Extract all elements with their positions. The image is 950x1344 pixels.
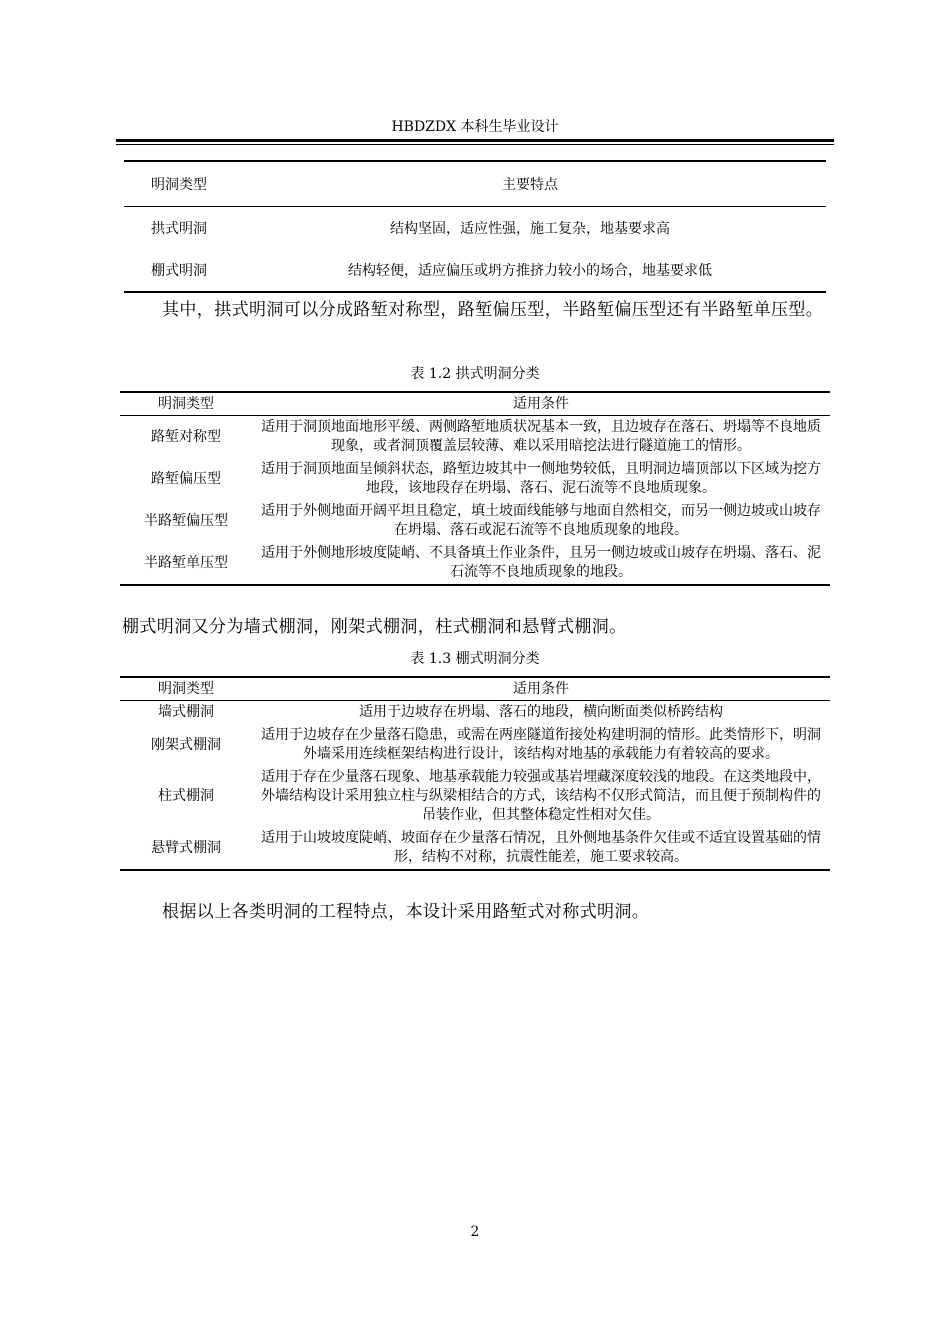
cell-type: 柱式棚洞 (158, 788, 214, 804)
cell-features: 结构轻便，适应偏压或坍方推挤力较小的场合，地基要求低 (348, 263, 712, 279)
table-header-row (124, 161, 826, 207)
column-header-conditions: 适用条件 (513, 681, 569, 697)
cell-type: 拱式明洞 (151, 221, 207, 237)
cell-conditions: 适用于边坡存在少量落石隐患，或需在两座隧道衔接处构建明洞的情形。此类情形下，明洞外墙采用连续框架结构进行设计，该结构对地基的承载能力有着较高的要求。 (261, 727, 821, 762)
cell-type: 路堑偏压型 (151, 470, 221, 487)
table-header-row (120, 392, 830, 416)
cell-conditions: 适用于边坡存在坍塌、落石的地段，横向断面类似桥跨结构 (359, 704, 723, 720)
column-header-conditions: 适用条件 (513, 396, 569, 412)
table-row (124, 207, 826, 250)
table-row (124, 249, 826, 292)
table-caption-arch: 表 1.2 拱式明洞分类 (410, 366, 540, 382)
table-header-row (120, 677, 830, 701)
cell-features: 结构坚固，适应性强，施工复杂，地基要求高 (390, 221, 670, 237)
table-row (120, 701, 830, 725)
table-row (120, 766, 830, 827)
cell-conditions: 适用于外侧地形坡度陡峭、不具备填土作业条件，且另一侧边坡或山坡存在坍塌、落石、泥石流等不良地质现象的地段。 (261, 545, 821, 580)
column-header-type: 明洞类型 (158, 681, 214, 697)
paragraph-arch-types: 其中，拱式明洞可以分成路堑对称型，路堑偏压型，半路堑偏压型还有半路堑单压型。 (162, 300, 824, 320)
cell-conditions: 适用于山坡坡度陡峭、坡面存在少量落石情况，且外侧地基条件欠佳或不适宜设置基础的情形，结构不对称，抗震性能差，施工要求较高。 (261, 830, 821, 865)
cell-type: 半路堑单压型 (144, 554, 228, 571)
cell-type: 墙式棚洞 (158, 704, 214, 720)
cell-type: 刚架式棚洞 (151, 736, 221, 753)
column-header-features: 主要特点 (502, 177, 558, 193)
table-shed-classification (120, 676, 830, 871)
table-caption-shed: 表 1.3 棚式明洞分类 (410, 651, 540, 667)
page-header: HBDZDX 本科生毕业设计 (391, 119, 559, 135)
table-row (120, 724, 830, 766)
column-header-type: 明洞类型 (158, 396, 214, 412)
table-row (120, 827, 830, 870)
table-row (120, 500, 830, 542)
cell-conditions: 适用于洞顶地面地形平缓、两侧路堑地质状况基本一致，且边坡存在落石、坍塌等不良地质现象，或者洞顶覆盖层较薄、难以采用暗挖法进行隧道施工的情形。 (261, 419, 821, 454)
paragraph-shed-types: 棚式明洞又分为墙式棚洞，刚架式棚洞，柱式棚洞和悬臂式棚洞。 (122, 617, 627, 637)
header-rule-thick (116, 139, 834, 142)
header-rule-thin (116, 144, 834, 145)
table-row (120, 458, 830, 500)
cell-type: 路堑对称型 (151, 428, 221, 445)
table-arch-vs-shed-features (124, 160, 826, 293)
cell-conditions: 适用于洞顶地面呈倾斜状态，路堑边坡其中一侧地势较低，且明洞边墙顶部以下区域为挖方地段，该地段存在坍塌、落石、泥石流等不良地质现象。 (261, 461, 821, 496)
cell-type: 棚式明洞 (151, 263, 207, 279)
table-row (120, 542, 830, 585)
cell-type: 悬臂式棚洞 (151, 839, 221, 856)
cell-type: 半路堑偏压型 (144, 512, 228, 529)
paragraph-conclusion: 根据以上各类明洞的工程特点，本设计采用路堑式对称式明洞。 (162, 902, 650, 922)
page-number: 2 (470, 1224, 480, 1240)
cell-conditions: 适用于外侧地面开阔平坦且稳定，填土坡面线能够与地面自然相交，而另一侧边坡或山坡存在坍塌、落石或泥石流等不良地质现象的地段。 (261, 503, 821, 538)
table-row (120, 416, 830, 459)
cell-conditions: 适用于存在少量落石现象、地基承载能力较强或基岩埋藏深度较浅的地段。在这类地段中，外墙结构设计采用独立柱与纵梁相结合的方式，该结构不仅形式简洁，而且便于预制构件的吊装作业，但其整体稳定性相对欠佳。 (261, 769, 821, 823)
table-arch-classification (120, 391, 830, 586)
column-header-type: 明洞类型 (151, 177, 207, 193)
